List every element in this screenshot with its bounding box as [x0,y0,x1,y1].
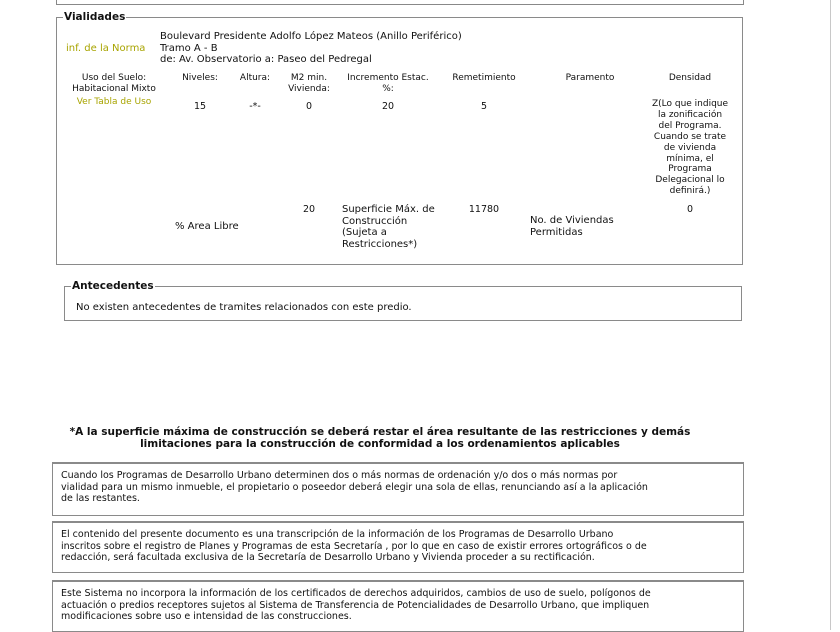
viviendas-label [530,215,614,238]
rule-box-transcripcion [52,521,744,573]
area-libre-label: % Area Libre [175,221,239,232]
label-line: Construcción [342,215,408,227]
address-block [160,31,462,66]
header-text: %: [382,84,394,94]
densidad-line: Z(Lo que indique [651,99,729,109]
rule-line: El contenido del presente documento es una transcripción de la información de los Programas de Desarrollo Urbano [61,529,614,540]
ver-tabla-link[interactable]: Ver Tabla de Uso [76,97,152,107]
densidad-line: del Programa. [658,120,722,131]
address-line: de: Av. Observatorio a: Paseo del Pedregal [160,54,372,65]
address-line: Tramo A - B [160,42,218,54]
rule-line: Este Sistema no incorpora la información de los certificados de derechos adquiridos, cambios de uso de suelo, polígonos de [61,588,651,599]
page-edge-divider [830,0,831,630]
vialidades-legend: Vialidades [64,11,126,23]
superficie-max-value: 11780 [468,204,500,215]
label-line: No. de Viviendas [530,215,614,226]
header-text: M2 min. [290,73,328,83]
remetimiento-value: 5 [480,101,488,112]
altura-value: -*- [249,101,261,112]
header-text: Incremento Estac. [347,73,429,83]
m2-value: 0 [305,101,313,112]
label-line: Superficie Máx. de [342,204,435,215]
superficie-max-label [342,204,435,250]
antecedentes-section [64,280,742,321]
densidad-line: la zonificación [657,109,723,120]
viviendas-value: 0 [686,204,694,215]
header-text: Vivienda: [288,84,330,94]
inf-norma-link[interactable]: inf. de la Norma [66,43,146,54]
densidad-line: de vivienda [663,142,717,153]
rule-line: inscritos sobre el registro de Planes y Programas de esta Secretaría , por lo que en caso de existir errores ortográficos o de [61,540,647,552]
area-libre-value: 20 [302,204,316,215]
densidad-line: definirá.) [669,186,711,197]
niveles-value: 15 [193,101,207,112]
label-line: Permitidas [530,226,583,238]
note-line: limitaciones para la construcción de conformidad a los ordenamientos aplicables [140,438,620,450]
rule-line: actuación o predios receptores sujetos al Sistema de Transferencia de Potencialidades de Desarrollo Urbano, que impliquen [61,599,650,611]
densidad-header: Densidad [668,73,712,83]
rule-box-normas [52,462,744,516]
rule-line: redacción, será facultada exclusiva de la Secretaría de Desarrollo Urbano y Vivienda proceder a su rectificación. [61,552,595,563]
niveles-header: Niveles: [182,73,218,83]
paramento-header: Paramento [565,73,615,83]
densidad-value [640,99,740,197]
altura-header: Altura: [239,73,271,83]
rule-line: vialidad para un mismo inmueble, el propietario o poseedor deberá elegir una sola de ellas, renunciando así a la aplicación [61,481,648,493]
remetimiento-header: Remetimiento [452,73,516,83]
incremento-header [338,73,438,95]
densidad-line: Cuando se trate [653,131,727,142]
uso-suelo-header [64,73,164,95]
rule-line: modificaciones sobre uso e intensidad de las construcciones. [61,611,352,622]
header-text: Habitacional Mixto [72,84,156,94]
densidad-line: mínima, el [666,153,714,164]
incremento-value: 20 [381,101,395,112]
densidad-line: Programa [668,164,712,175]
label-line: Restricciones*) [342,238,418,250]
label-line: (Sujeta a [342,227,387,238]
m2-vivienda-header [283,73,335,95]
note-line: *A la superficie máxima de construcción se deberá restar el área resultante de las restricciones y demás [69,426,691,438]
header-text: Uso del Suelo: [81,73,147,83]
address-line: Boulevard Presidente Adolfo López Mateos (Anillo Periférico) [160,31,462,42]
rule-line: Cuando los Programas de Desarrollo Urbano determinen dos o más normas de ordenación y/o dos o más normas por [61,470,618,481]
restricciones-note [60,426,700,450]
previous-section-frame [56,0,744,5]
rule-line: de las restantes. [61,493,140,504]
antecedentes-legend: Antecedentes [72,280,154,292]
densidad-line: Delegacional lo [655,175,725,186]
antecedentes-text: No existen antecedentes de tramites relacionados con este predio. [76,302,412,313]
rule-box-sistema [52,580,744,632]
